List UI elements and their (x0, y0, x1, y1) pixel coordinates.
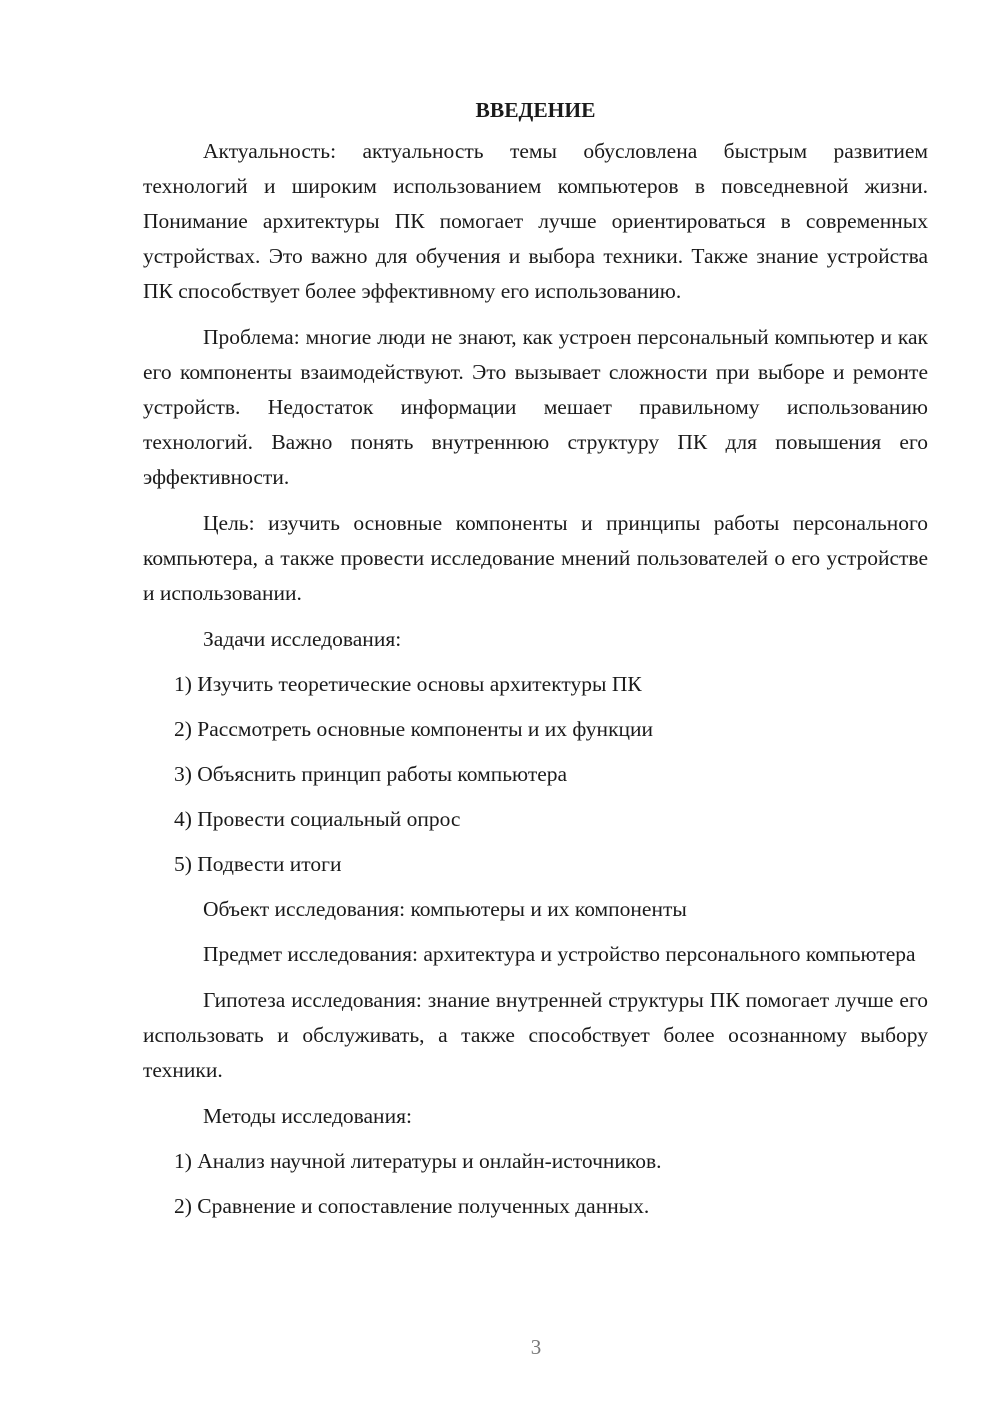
methods-heading: Методы исследования: (203, 1104, 412, 1128)
page-content (143, 96, 928, 1234)
task-item: 1) Изучить теоретические основы архитектуры ПК (174, 672, 642, 696)
tasks-heading: Задачи исследования: (203, 627, 402, 651)
method-item: 2) Сравнение и сопоставление полученных данных. (174, 1194, 650, 1218)
task-item: 5) Подвести итоги (174, 852, 342, 876)
problem-paragraph: Проблема: многие люди не знают, как устроен персональный компьютер и как его компоненты взаимодействуют. Это вызывает сложности при выборе и ремонте устройств. Недостаток информации мешает правильному использованию технологий. Важно понять внутреннюю структуру ПК для повышения его эффективности. (143, 325, 928, 489)
tasks-list (143, 667, 928, 882)
page-number: 3 (530, 1335, 542, 1359)
task-item: 4) Провести социальный опрос (174, 807, 461, 831)
methods-list (143, 1144, 928, 1224)
section-title: ВВЕДЕНИЕ (475, 98, 596, 122)
task-item: 3) Объяснить принцип работы компьютера (174, 762, 568, 786)
subject-paragraph: Предмет исследования: архитектура и устройство персонального компьютера (203, 942, 916, 966)
goal-paragraph: Цель: изучить основные компоненты и принципы работы персонального компьютера, а также провести исследование мнений пользователей о его устройстве и использовании. (143, 511, 928, 605)
task-item: 2) Рассмотреть основные компоненты и их функции (174, 717, 654, 741)
relevance-paragraph: Актуальность: актуальность темы обусловлена быстрым развитием технологий и широким использованием компьютеров в повседневной жизни. Понимание архитектуры ПК помогает лучше ориентироваться в современных устройствах. Это важно для обучения и выбора техники. Также знание устройства ПК способствует более эффективному его использованию. (143, 139, 928, 303)
hypothesis-paragraph: Гипотеза исследования: знание внутренней структуры ПК помогает лучше его использовать и обслуживать, а также способствует более осознанному выбору техники. (143, 988, 928, 1082)
method-item: 1) Анализ научной литературы и онлайн-источников. (174, 1149, 662, 1173)
object-paragraph: Объект исследования: компьютеры и их компоненты (203, 897, 687, 921)
